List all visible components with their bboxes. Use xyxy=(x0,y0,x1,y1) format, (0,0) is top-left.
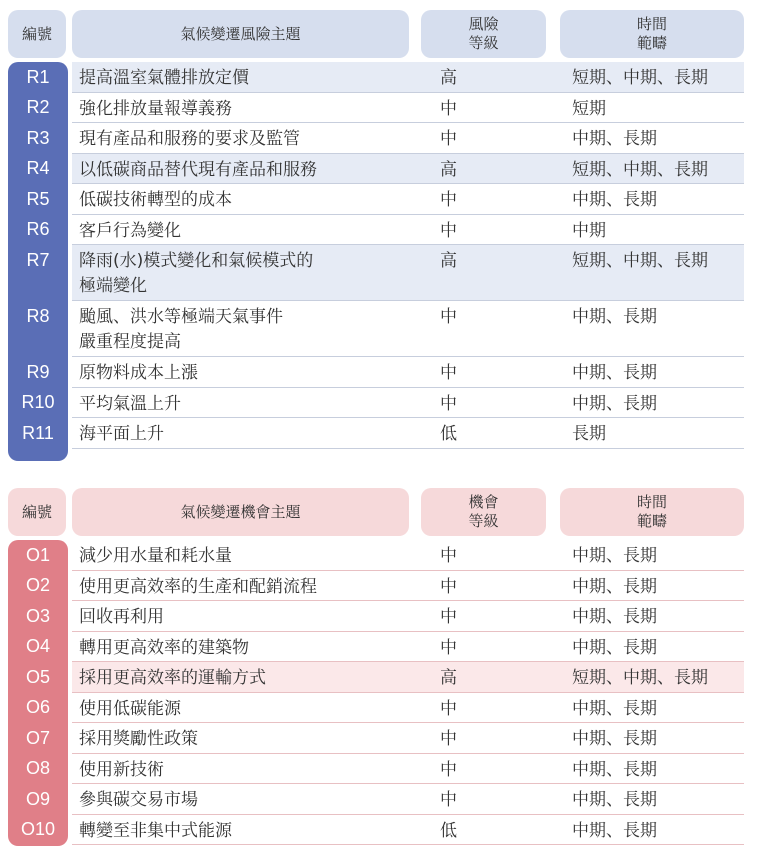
topic-line: 嚴重程度提高 xyxy=(79,332,181,352)
risk-level: 中 xyxy=(440,363,457,383)
risk-code: R8 xyxy=(26,305,50,326)
opportunity-row xyxy=(0,815,757,846)
opportunity-timespan: 中期、長期 xyxy=(572,607,657,627)
opportunity-header-timespan: 時間 範疇 xyxy=(560,488,744,536)
opportunity-row xyxy=(0,540,757,571)
opportunity-topic xyxy=(79,788,198,813)
opportunity-code: O4 xyxy=(25,636,50,656)
topic-line: 強化排放量報導義務 xyxy=(79,98,232,119)
risk-level: 中 xyxy=(440,307,457,327)
opportunity-row xyxy=(0,571,757,602)
risk-code: R10 xyxy=(21,392,55,412)
risk-topic xyxy=(79,158,317,183)
risk-topic xyxy=(79,422,164,447)
risk-level: 高 xyxy=(440,251,457,271)
opportunity-level: 中 xyxy=(440,576,457,597)
topic-line: 採用更高效率的運輸方式 xyxy=(79,668,266,688)
opportunity-topic xyxy=(79,575,317,600)
opportunity-level: 中 xyxy=(440,790,457,810)
risk-header-timespan: 時間 範疇 xyxy=(560,10,744,58)
opportunity-topic xyxy=(79,819,232,844)
opportunity-timespan: 中期、長期 xyxy=(572,698,657,719)
topic-line: 採用獎勵性政策 xyxy=(79,729,198,749)
risk-topic xyxy=(79,188,232,213)
risk-level: 中 xyxy=(440,98,457,119)
risk-row xyxy=(0,123,757,154)
topic-line: 提高溫室氣體排放定價 xyxy=(79,68,249,88)
opportunity-row xyxy=(0,662,757,693)
risk-timespan: 中期、長期 xyxy=(572,307,657,327)
topic-line: 使用新技術 xyxy=(79,759,164,780)
opportunity-level: 中 xyxy=(440,698,457,719)
opportunity-timespan: 中期、長期 xyxy=(572,729,657,749)
opportunity-row xyxy=(0,601,757,632)
risk-row xyxy=(0,301,757,357)
opportunity-row xyxy=(0,754,757,785)
opportunity-level: 高 xyxy=(440,668,457,688)
opportunity-code: O9 xyxy=(25,788,50,809)
risk-row xyxy=(0,184,757,215)
topic-line: 颱風、洪水等極端天氣事件 xyxy=(79,307,283,327)
opportunity-timespan: 中期、長期 xyxy=(572,576,657,597)
topic-line: 低碳技術轉型的成本 xyxy=(79,190,232,210)
risk-topic xyxy=(79,249,313,299)
risk-row xyxy=(0,245,757,301)
topic-line: 使用低碳能源 xyxy=(79,698,181,719)
opportunity-timespan: 中期、長期 xyxy=(572,637,657,658)
opportunity-topic xyxy=(79,544,232,569)
risk-timespan: 中期、長期 xyxy=(572,393,657,414)
opportunity-code: O7 xyxy=(25,727,50,748)
risk-level: 高 xyxy=(440,68,457,88)
row-divider xyxy=(72,844,744,845)
risk-timespan: 短期、中期、長期 xyxy=(572,68,708,88)
risk-code: R5 xyxy=(26,188,50,209)
opportunity-level: 中 xyxy=(440,637,457,658)
opportunity-header-code: 編號 xyxy=(8,488,66,536)
risk-timespan: 短期 xyxy=(572,98,606,119)
opportunity-level: 中 xyxy=(440,546,457,566)
risk-header-code: 編號 xyxy=(8,10,66,58)
risk-timespan: 短期、中期、長期 xyxy=(572,251,708,271)
opportunity-level: 中 xyxy=(440,729,457,749)
opportunity-timespan: 中期、長期 xyxy=(572,546,657,566)
topic-line: 極端變化 xyxy=(79,276,147,296)
risk-code: R1 xyxy=(26,66,50,87)
opportunity-topic xyxy=(79,605,164,630)
risk-row xyxy=(0,154,757,185)
row-background xyxy=(72,418,744,449)
risk-code: R11 xyxy=(22,422,54,443)
risk-topic xyxy=(79,97,232,122)
opportunity-code: O10 xyxy=(20,819,56,839)
opportunity-timespan: 中期、長期 xyxy=(572,790,657,810)
opportunity-header-topic: 氣候變遷機會主題 xyxy=(72,488,409,536)
risk-code: R9 xyxy=(26,361,50,382)
topic-line: 參與碳交易市場 xyxy=(79,790,198,810)
topic-line: 回收再利用 xyxy=(79,607,164,627)
risk-level: 中 xyxy=(440,190,457,210)
risk-row xyxy=(0,62,757,93)
opportunity-timespan: 短期、中期、長期 xyxy=(572,668,708,688)
risk-timespan: 長期 xyxy=(572,424,606,444)
topic-line: 轉變至非集中式能源 xyxy=(79,820,232,841)
risk-topic xyxy=(79,219,181,244)
opportunity-code: O3 xyxy=(25,605,50,626)
topic-line: 降雨(水)模式變化和氣候模式的 xyxy=(79,251,314,271)
opportunity-level: 低 xyxy=(440,820,457,841)
risk-level: 中 xyxy=(440,393,457,414)
risk-topic xyxy=(79,66,249,91)
risk-row xyxy=(0,418,757,449)
opportunity-header-level: 機會 等級 xyxy=(421,488,546,536)
risk-code: R4 xyxy=(26,158,50,178)
topic-line: 現有產品和服務的要求及監管 xyxy=(79,129,300,149)
risk-timespan: 中期 xyxy=(572,220,606,241)
risk-topic xyxy=(79,392,181,417)
opportunity-timespan: 中期、長期 xyxy=(572,820,657,841)
opportunity-code: O2 xyxy=(25,575,50,595)
topic-line: 海平面上升 xyxy=(79,424,164,444)
risk-row xyxy=(0,388,757,419)
risk-code: R6 xyxy=(26,219,50,239)
topic-line: 使用更高效率的生產和配銷流程 xyxy=(79,576,317,597)
opportunity-topic xyxy=(79,758,164,783)
opportunity-code: O5 xyxy=(25,666,50,687)
opportunity-code: O8 xyxy=(25,758,50,778)
topic-line: 轉用更高效率的建築物 xyxy=(79,637,249,658)
risk-level: 低 xyxy=(440,424,457,444)
risk-topic xyxy=(79,127,300,152)
risk-timespan: 短期、中期、長期 xyxy=(572,159,708,180)
risk-level: 高 xyxy=(440,159,457,180)
opportunity-row xyxy=(0,784,757,815)
risk-topic xyxy=(79,361,198,386)
risk-timespan: 中期、長期 xyxy=(572,190,657,210)
risk-level: 中 xyxy=(440,220,457,241)
risk-level: 中 xyxy=(440,129,457,149)
topic-line: 客戶行為變化 xyxy=(79,220,181,241)
opportunity-code: O1 xyxy=(25,544,50,565)
risk-code: R2 xyxy=(26,97,50,117)
risk-header-level: 風險 等級 xyxy=(421,10,546,58)
opportunity-level: 中 xyxy=(440,759,457,780)
topic-line: 平均氣溫上升 xyxy=(79,393,181,414)
risk-code: R7 xyxy=(26,249,50,270)
opportunity-row xyxy=(0,632,757,663)
topic-line: 減少用水量和耗水量 xyxy=(79,546,232,566)
risk-timespan: 中期、長期 xyxy=(572,129,657,149)
risk-row xyxy=(0,93,757,124)
risk-row xyxy=(0,215,757,246)
risk-topic xyxy=(79,305,283,355)
row-divider xyxy=(72,448,744,449)
opportunity-topic xyxy=(79,727,198,752)
opportunity-code: O6 xyxy=(25,697,50,717)
topic-line: 以低碳商品替代現有產品和服務 xyxy=(79,159,317,180)
opportunity-level: 中 xyxy=(440,607,457,627)
opportunity-topic xyxy=(79,666,266,691)
risk-code: R3 xyxy=(26,127,50,148)
opportunity-timespan: 中期、長期 xyxy=(572,759,657,780)
risk-header-topic: 氣候變遷風險主題 xyxy=(72,10,409,58)
opportunity-row xyxy=(0,693,757,724)
risk-timespan: 中期、長期 xyxy=(572,363,657,383)
opportunity-topic xyxy=(79,697,181,722)
risk-row xyxy=(0,357,757,388)
opportunity-row xyxy=(0,723,757,754)
opportunity-topic xyxy=(79,636,249,661)
topic-line: 原物料成本上漲 xyxy=(79,363,198,383)
